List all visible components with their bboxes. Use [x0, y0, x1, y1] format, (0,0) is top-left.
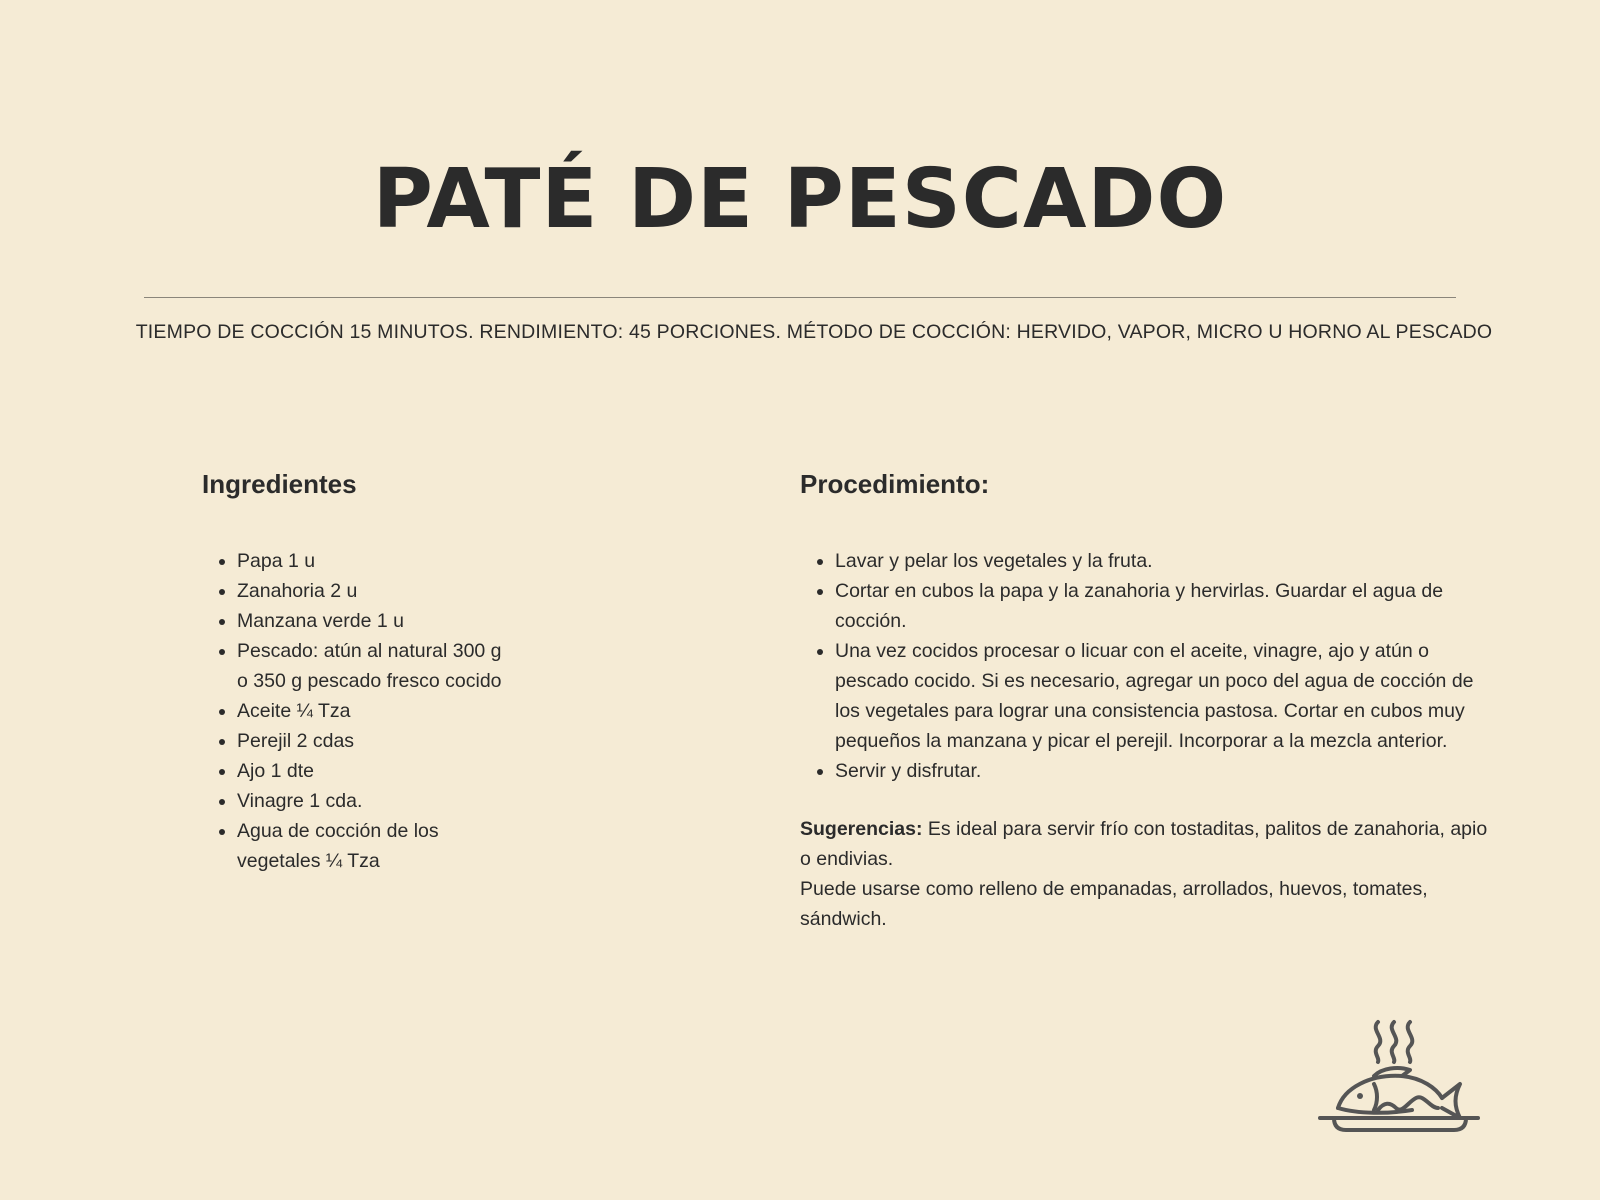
steaming-fish-plate-icon	[1318, 1018, 1480, 1142]
procedure-heading: Procedimiento:	[800, 469, 990, 499]
ingredient-item: • Papa 1 u	[237, 546, 512, 576]
ingredient-item: • Pescado: atún al natural 300 g o 350 g pescado fresco cocido	[237, 636, 512, 696]
page-title: PATÉ DE PESCADO	[372, 152, 1228, 247]
ingredient-item: • Vinagre 1 cda.	[237, 786, 512, 816]
suggestions-extra: Puede usarse como relleno de empanadas, arrollados, huevos, tomates, sándwich.	[800, 878, 1428, 930]
ingredient-item: • Perejil 2 cdas	[237, 726, 512, 756]
ingredients-list	[202, 546, 512, 876]
ingredient-item: • Zanahoria 2 u	[237, 576, 512, 606]
title-divider	[144, 297, 1456, 298]
ingredient-item: • Manzana verde 1 u	[237, 606, 512, 636]
recipe-summary: TIEMPO DE COCCIÓN 15 MINUTOS. RENDIMIENTO: 45 PORCIONES. MÉTODO DE COCCIÓN: HERVIDO, VAPOR, MICRO U HORNO AL PESCADO	[135, 321, 1493, 343]
suggestions-label: Sugerencias:	[800, 818, 923, 840]
procedure-step: • Servir y disfrutar.	[835, 756, 1490, 786]
ingredient-item: • Ajo 1 dte	[237, 756, 512, 786]
ingredients-heading: Ingredientes	[202, 469, 357, 499]
procedure-list	[800, 546, 1490, 786]
procedure-step: • Una vez cocidos procesar o licuar con el aceite, vinagre, ajo y atún o pescado cocido. Si es necesario, agregar un poco del agua de cocción de los vegetales para lograr una consistencia pastosa. Cortar en cubos muy pequeños la manzana y picar el perejil. Incorporar a la mezcla anterior.	[835, 636, 1490, 756]
suggestions-text: Es ideal para servir frío con tostaditas, palitos de zanahoria, apio o endivias.	[800, 818, 1488, 870]
ingredients-section	[202, 462, 512, 876]
suggestions-block	[800, 814, 1490, 934]
procedure-step: • Lavar y pelar los vegetales y la fruta.	[835, 546, 1490, 576]
ingredient-item: • Agua de cocción de los vegetales ¼ Tza	[237, 816, 512, 876]
ingredient-item: • Aceite ¼ Tza	[237, 696, 512, 726]
procedure-section	[800, 462, 1490, 934]
procedure-step: • Cortar en cubos la papa y la zanahoria y hervirlas. Guardar el agua de cocción.	[835, 576, 1490, 636]
